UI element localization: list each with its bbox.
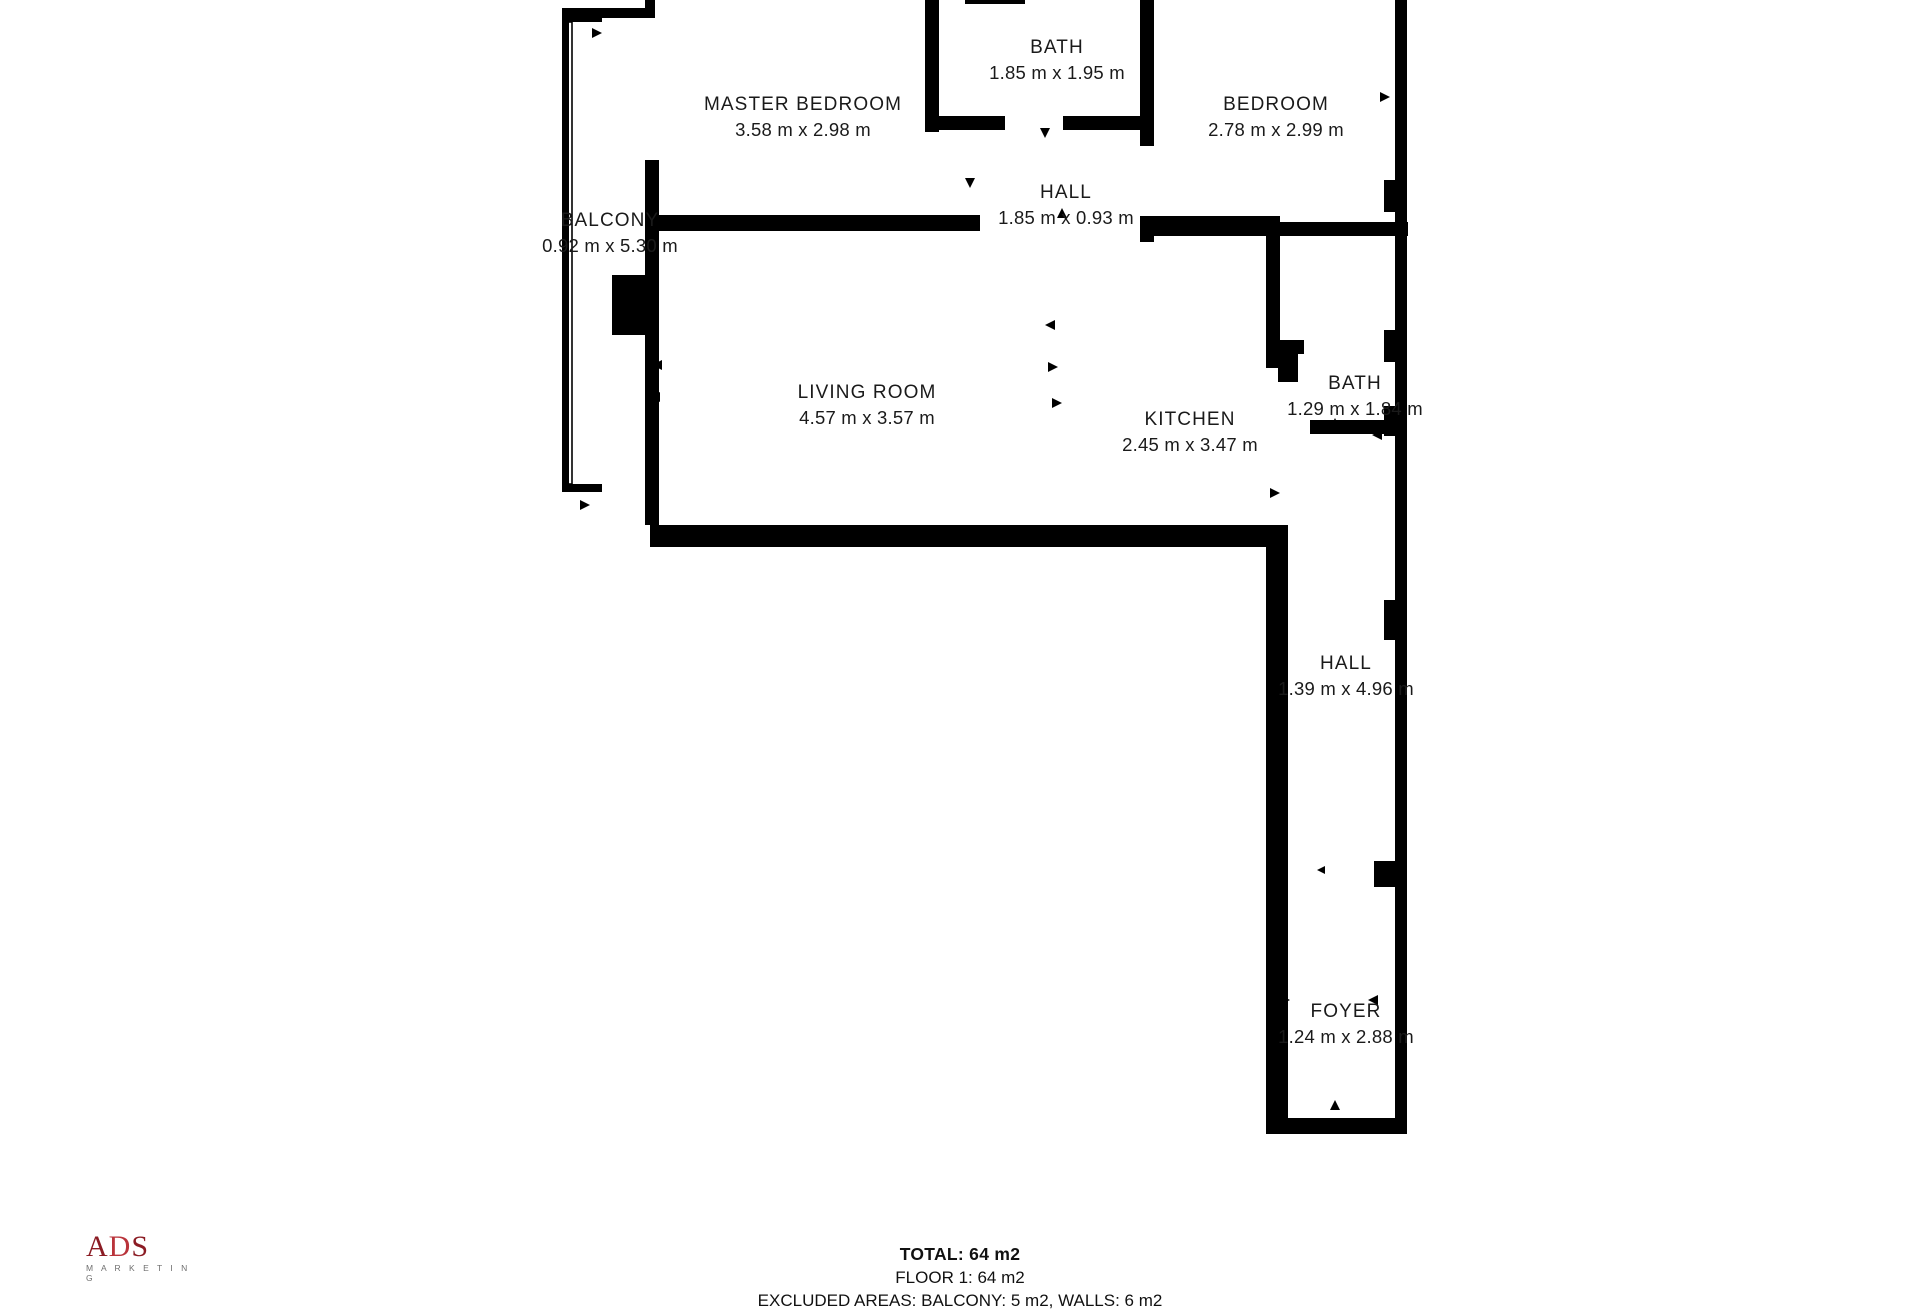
room-name: MASTER BEDROOM bbox=[703, 94, 903, 115]
total-area: TOTAL: 64 m2 bbox=[899, 1244, 1021, 1264]
logo-letter-a: A bbox=[86, 1230, 109, 1263]
room-dims: 2.78 m x 2.99 m bbox=[1208, 119, 1344, 140]
room-dims: 3.58 m x 2.98 m bbox=[735, 119, 871, 140]
room-name: BATH bbox=[1328, 373, 1382, 394]
area-summary bbox=[758, 1243, 1163, 1312]
ads-marketing-logo bbox=[86, 1230, 196, 1283]
room-dims: 0.92 m x 5.30 m bbox=[542, 235, 678, 256]
logo-subtitle: M A R K E T I N G bbox=[86, 1263, 191, 1283]
walls bbox=[562, 0, 1408, 1134]
room-dims: 4.57 m x 3.57 m bbox=[799, 407, 935, 428]
room-dims: 1.29 m x 1.84 m bbox=[1287, 398, 1423, 419]
room-dims: 1.24 m x 2.88 m bbox=[1278, 1026, 1414, 1047]
excluded-areas: EXCLUDED AREAS: BALCONY: 5 m2, WALLS: 6 m2 bbox=[757, 1291, 1163, 1310]
logo-letter-d: D bbox=[108, 1230, 132, 1263]
room-dims: 1.85 m x 0.93 m bbox=[998, 207, 1134, 228]
room-name: BEDROOM bbox=[1223, 94, 1329, 115]
room-name: FOYER bbox=[1310, 1001, 1382, 1022]
room-dims: 2.45 m x 3.47 m bbox=[1122, 434, 1258, 455]
room-name: LIVING ROOM bbox=[797, 382, 937, 403]
room-name: HALL bbox=[1320, 653, 1372, 674]
room-dims: 1.39 m x 4.96 m bbox=[1278, 678, 1414, 699]
room-dims: 1.85 m x 1.95 m bbox=[989, 62, 1125, 83]
logo-mark bbox=[86, 1232, 196, 1262]
room-name: HALL bbox=[1040, 182, 1092, 203]
room-name: KITCHEN bbox=[1144, 409, 1236, 430]
logo-letter-s: S bbox=[131, 1230, 150, 1263]
room-name: BATH bbox=[1030, 37, 1084, 58]
floor-area: FLOOR 1: 64 m2 bbox=[895, 1268, 1025, 1287]
room-name: BALCONY bbox=[560, 210, 660, 231]
